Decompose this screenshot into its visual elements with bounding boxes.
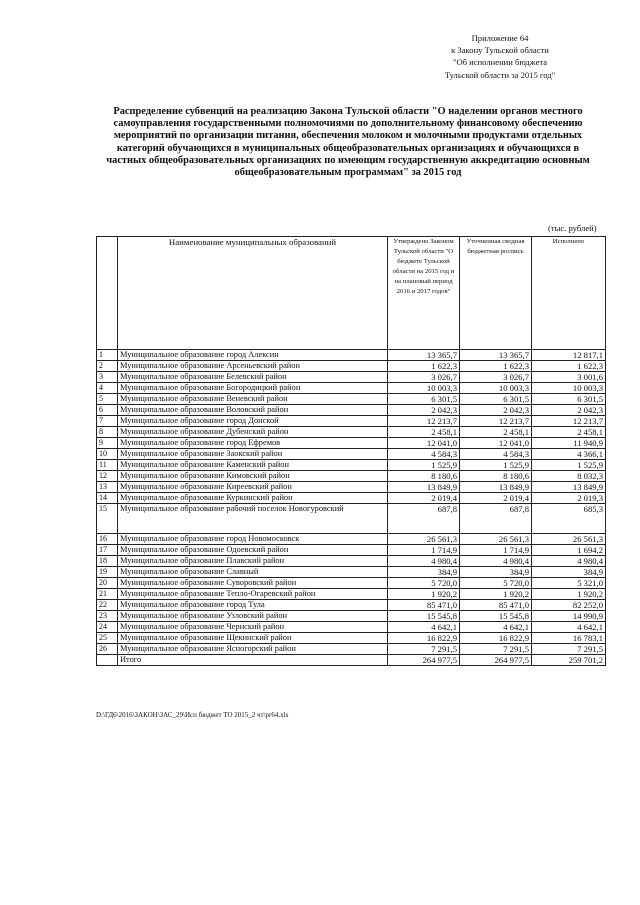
executed-value: 2 019,3 xyxy=(532,493,606,504)
row-number: 6 xyxy=(97,405,118,416)
executed-value: 685,3 xyxy=(532,504,606,534)
approved-value: 13 365,7 xyxy=(388,350,460,361)
revised-value: 4 980,4 xyxy=(460,556,532,567)
approved-value: 4 980,4 xyxy=(388,556,460,567)
revised-value: 26 561,3 xyxy=(460,534,532,545)
municipality-name: Муниципальное образование Суворовский район xyxy=(118,578,388,589)
executed-value: 8 032,3 xyxy=(532,471,606,482)
executed-value: 2 042,3 xyxy=(532,405,606,416)
municipality-name: Муниципальное образование Заокский район xyxy=(118,449,388,460)
row-number: 15 xyxy=(97,504,118,534)
appendix-line-1: Приложение 64 xyxy=(471,33,529,43)
municipality-name: Муниципальное образование Плавский район xyxy=(118,556,388,567)
approved-value: 687,8 xyxy=(388,504,460,534)
table-row xyxy=(97,416,606,427)
municipality-name: Муниципальное образование Белевский район xyxy=(118,372,388,383)
revised-value: 2 458,1 xyxy=(460,427,532,438)
approved-value: 1 525,9 xyxy=(388,460,460,471)
row-number: 9 xyxy=(97,438,118,449)
approved-value: 12 213,7 xyxy=(388,416,460,427)
table-row xyxy=(97,361,606,372)
units-label: (тыс. рублей) xyxy=(548,223,597,233)
municipality-name: Муниципальное образование Богородицкий район xyxy=(118,383,388,394)
row-number: 2 xyxy=(97,361,118,372)
row-number: 20 xyxy=(97,578,118,589)
approved-value: 7 291,5 xyxy=(388,644,460,655)
executed-value: 11 940,9 xyxy=(532,438,606,449)
municipality-name: Муниципальное образование рабочий поселок Новогуровский xyxy=(118,504,388,534)
table-header-row xyxy=(97,237,606,350)
table-row xyxy=(97,600,606,611)
header-executed: Исполнено xyxy=(532,237,606,350)
row-number: 24 xyxy=(97,622,118,633)
revised-value: 13 365,7 xyxy=(460,350,532,361)
executed-value: 10 003,3 xyxy=(532,383,606,394)
file-path-footer: D:\ГД6\2016\ЗАКОН\ЗАС_29\Исп бюджет ТО 2015_2 чт\pr64.xls xyxy=(96,711,289,719)
row-number: 4 xyxy=(97,383,118,394)
revised-value: 1 622,3 xyxy=(460,361,532,372)
table-row xyxy=(97,633,606,644)
municipality-name: Муниципальное образование Арсеньевский район xyxy=(118,361,388,372)
municipality-name: Муниципальное образование Чернский район xyxy=(118,622,388,633)
revised-value: 13 849,9 xyxy=(460,482,532,493)
approved-value: 12 041,0 xyxy=(388,438,460,449)
revised-value: 687,8 xyxy=(460,504,532,534)
appendix-line-2: к Закону Тульской области xyxy=(451,45,549,56)
executed-value: 7 291,5 xyxy=(532,644,606,655)
header-approved: Утверждено Законом Тульской области "О бюджете Тульской области на 2015 год и на плановый период 2016 и 2017 годов" xyxy=(388,237,460,350)
appendix-line-3: "Об исполнении бюджета xyxy=(452,57,548,68)
revised-value: 7 291,5 xyxy=(460,644,532,655)
total-executed: 259 701,2 xyxy=(532,655,606,666)
header-name: Наименование муниципальных образований xyxy=(118,237,388,350)
table-row xyxy=(97,556,606,567)
table-row xyxy=(97,394,606,405)
municipality-name: Муниципальное образование Щекинский район xyxy=(118,633,388,644)
revised-value: 1 525,9 xyxy=(460,460,532,471)
municipality-name: Муниципальное образование город Тула xyxy=(118,600,388,611)
executed-value: 12 817,1 xyxy=(532,350,606,361)
executed-value: 26 561,3 xyxy=(532,534,606,545)
municipality-name: Муниципальное образование город Донской xyxy=(118,416,388,427)
revised-value: 10 003,3 xyxy=(460,383,532,394)
approved-value: 16 822,9 xyxy=(388,633,460,644)
row-number: 21 xyxy=(97,589,118,600)
municipality-name: Муниципальное образование Воловский район xyxy=(118,405,388,416)
approved-value: 5 720,0 xyxy=(388,578,460,589)
table-row xyxy=(97,350,606,361)
row-number: 19 xyxy=(97,567,118,578)
table-body xyxy=(97,350,606,666)
approved-value: 4 584,3 xyxy=(388,449,460,460)
municipality-name: Муниципальное образование Ясногорский район xyxy=(118,644,388,655)
municipality-name: Муниципальное образование Веневский район xyxy=(118,394,388,405)
table-row xyxy=(97,611,606,622)
executed-value: 4 366,1 xyxy=(532,449,606,460)
table-row xyxy=(97,504,606,534)
approved-value: 15 545,8 xyxy=(388,611,460,622)
revised-value: 6 301,5 xyxy=(460,394,532,405)
revised-value: 8 180,6 xyxy=(460,471,532,482)
row-number: 18 xyxy=(97,556,118,567)
revised-value: 1 714,9 xyxy=(460,545,532,556)
table-row xyxy=(97,644,606,655)
executed-value: 1 920,2 xyxy=(532,589,606,600)
municipality-name: Муниципальное образование Куркинский район xyxy=(118,493,388,504)
approved-value: 384,9 xyxy=(388,567,460,578)
row-number: 5 xyxy=(97,394,118,405)
approved-value: 2 042,3 xyxy=(388,405,460,416)
row-number: 1 xyxy=(97,350,118,361)
municipality-name: Муниципальное образование Узловский район xyxy=(118,611,388,622)
approved-value: 2 019,4 xyxy=(388,493,460,504)
table-row xyxy=(97,383,606,394)
municipality-name: Муниципальное образование город Ефремов xyxy=(118,438,388,449)
row-number: 23 xyxy=(97,611,118,622)
row-number: 26 xyxy=(97,644,118,655)
executed-value: 1 694,2 xyxy=(532,545,606,556)
table-row xyxy=(97,372,606,383)
municipality-name: Муниципальное образование Киреевский район xyxy=(118,482,388,493)
total-row xyxy=(97,655,606,666)
approved-value: 1 622,3 xyxy=(388,361,460,372)
executed-value: 4 642,1 xyxy=(532,622,606,633)
row-number: 10 xyxy=(97,449,118,460)
executed-value: 3 001,6 xyxy=(532,372,606,383)
revised-value: 4 642,1 xyxy=(460,622,532,633)
total-index xyxy=(97,655,118,666)
municipality-name: Муниципальное образование Дубенский район xyxy=(118,427,388,438)
row-number: 12 xyxy=(97,471,118,482)
revised-value: 3 026,7 xyxy=(460,372,532,383)
row-number: 8 xyxy=(97,427,118,438)
approved-value: 6 301,5 xyxy=(388,394,460,405)
table-row xyxy=(97,449,606,460)
executed-value: 13 849,9 xyxy=(532,482,606,493)
header-revised: Уточненная сводная бюджетная роспись xyxy=(460,237,532,350)
executed-value: 5 321,0 xyxy=(532,578,606,589)
table-row xyxy=(97,589,606,600)
table-row xyxy=(97,567,606,578)
table-row xyxy=(97,545,606,556)
executed-value: 16 783,1 xyxy=(532,633,606,644)
row-number: 22 xyxy=(97,600,118,611)
row-number: 3 xyxy=(97,372,118,383)
executed-value: 4 980,4 xyxy=(532,556,606,567)
approved-value: 3 026,7 xyxy=(388,372,460,383)
revised-value: 16 822,9 xyxy=(460,633,532,644)
row-number: 16 xyxy=(97,534,118,545)
table-row xyxy=(97,460,606,471)
row-number: 13 xyxy=(97,482,118,493)
table-row xyxy=(97,482,606,493)
subvention-table xyxy=(96,236,606,666)
municipality-name: Муниципальное образование город Алексин xyxy=(118,350,388,361)
table-row xyxy=(97,493,606,504)
row-number: 17 xyxy=(97,545,118,556)
table-row xyxy=(97,405,606,416)
appendix-line-4: Тульской области за 2015 год" xyxy=(444,69,556,80)
executed-value: 82 252,0 xyxy=(532,600,606,611)
revised-value: 2 042,3 xyxy=(460,405,532,416)
municipality-name: Муниципальное образование город Новомосковск xyxy=(118,534,388,545)
revised-value: 4 584,3 xyxy=(460,449,532,460)
row-number: 14 xyxy=(97,493,118,504)
table-row xyxy=(97,427,606,438)
revised-value: 5 720,0 xyxy=(460,578,532,589)
revised-value: 12 213,7 xyxy=(460,416,532,427)
document-title: Распределение субвенций на реализацию Закона Тульской области "О наделении органов местного самоуправления государственными полномочиями по дополнительному финансовому обеспечению мероприятий по организации питания, обеспечения молоком и молочными продуктами отдельных категорий обучающихся в муниципальных общеобразовательных организациях и обучающихся в частных общеобразовательных организациях по имеющим государственную аккредитацию основным общеобразовательным программам" за 2015 год xyxy=(106,106,590,179)
executed-value: 6 301,5 xyxy=(532,394,606,405)
table-row xyxy=(97,622,606,633)
revised-value: 384,9 xyxy=(460,567,532,578)
revised-value: 85 471,0 xyxy=(460,600,532,611)
approved-value: 26 561,3 xyxy=(388,534,460,545)
total-approved: 264 977,5 xyxy=(388,655,460,666)
approved-value: 1 714,9 xyxy=(388,545,460,556)
revised-value: 15 545,8 xyxy=(460,611,532,622)
municipality-name: Муниципальное образование Одоевский район xyxy=(118,545,388,556)
executed-value: 2 458,1 xyxy=(532,427,606,438)
executed-value: 1 525,9 xyxy=(532,460,606,471)
table-row xyxy=(97,578,606,589)
approved-value: 8 180,6 xyxy=(388,471,460,482)
total-label: Итого xyxy=(118,655,388,666)
approved-value: 10 003,3 xyxy=(388,383,460,394)
header-index xyxy=(97,237,118,350)
approved-value: 2 458,1 xyxy=(388,427,460,438)
revised-value: 12 041,0 xyxy=(460,438,532,449)
approved-value: 1 920,2 xyxy=(388,589,460,600)
revised-value: 1 920,2 xyxy=(460,589,532,600)
table-row xyxy=(97,534,606,545)
executed-value: 14 990,9 xyxy=(532,611,606,622)
executed-value: 12 213,7 xyxy=(532,416,606,427)
municipality-name: Муниципальное образование Славный xyxy=(118,567,388,578)
table-row xyxy=(97,438,606,449)
revised-value: 2 019,4 xyxy=(460,493,532,504)
municipality-name: Муниципальное образование Кимовский район xyxy=(118,471,388,482)
table-row xyxy=(97,471,606,482)
municipality-name: Муниципальное образование Тепло-Огаревский район xyxy=(118,589,388,600)
appendix-header xyxy=(400,32,600,81)
municipality-name: Муниципальное образование Каменский район xyxy=(118,460,388,471)
approved-value: 4 642,1 xyxy=(388,622,460,633)
executed-value: 384,9 xyxy=(532,567,606,578)
total-revised: 264 977,5 xyxy=(460,655,532,666)
approved-value: 85 471,0 xyxy=(388,600,460,611)
approved-value: 13 849,9 xyxy=(388,482,460,493)
row-number: 11 xyxy=(97,460,118,471)
row-number: 25 xyxy=(97,633,118,644)
executed-value: 1 622,3 xyxy=(532,361,606,372)
row-number: 7 xyxy=(97,416,118,427)
